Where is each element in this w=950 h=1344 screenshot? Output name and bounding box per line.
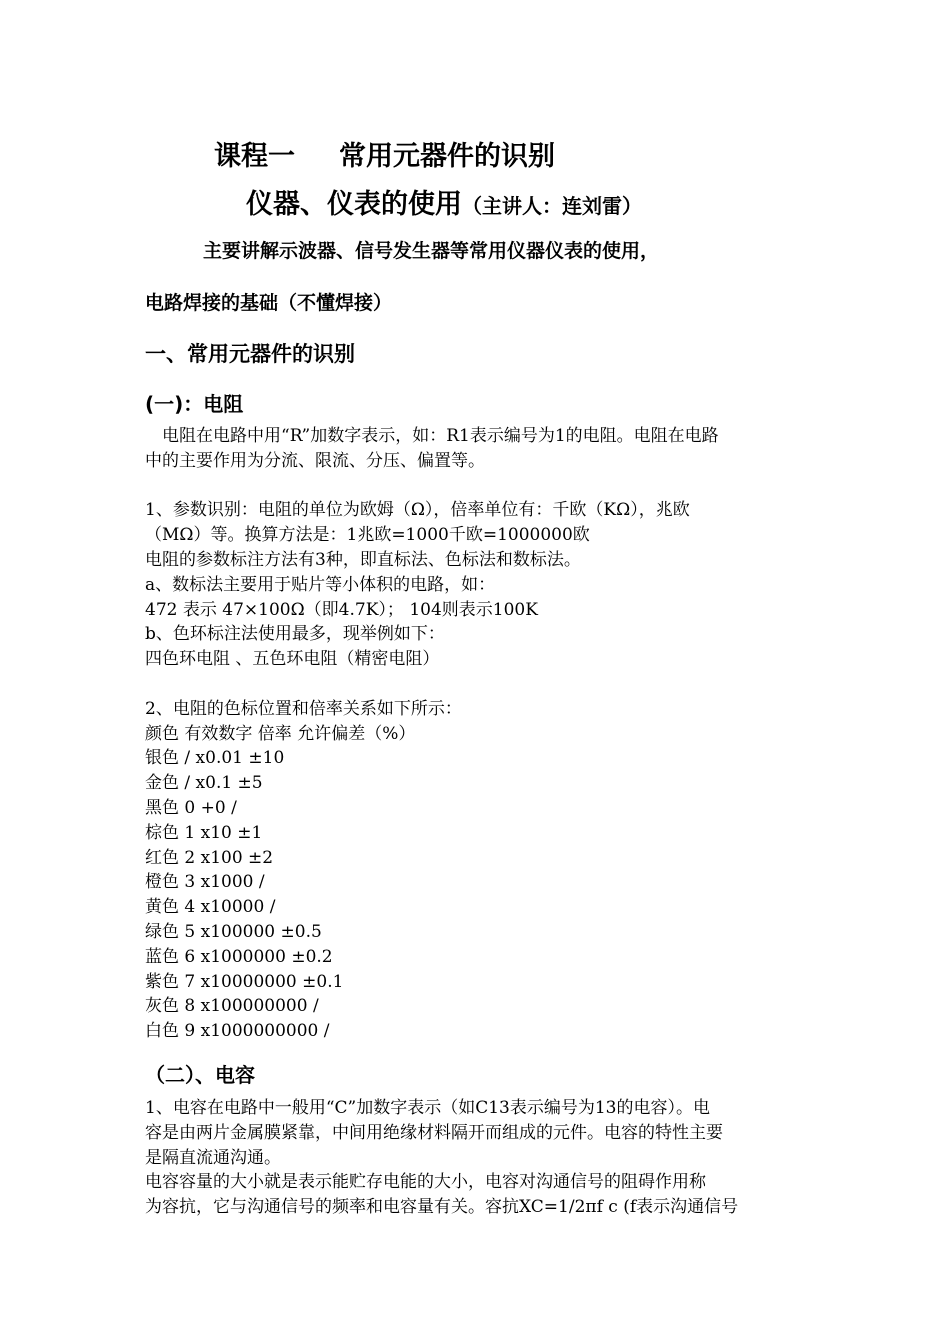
resistor-text-line: 1、参数识别：电阻的单位为欧姆（Ω），倍率单位有：千欧（KΩ），兆欧 <box>145 500 690 521</box>
resistor-text-line <box>145 474 810 499</box>
resistor-text-line: 棕色 1 x10 ±1 <box>145 822 263 843</box>
resistor-text-line: 2、电阻的色标位置和倍率关系如下所示： <box>145 698 462 719</box>
title-course-label: 课程一 <box>214 141 295 172</box>
capacitor-text-line: 容是由两片金属膜紧靠，中间用绝缘材料隔开而组成的元件。电容的特性主要 <box>145 1122 723 1143</box>
resistor-text-line: 黑色 0 +0 / <box>145 797 237 818</box>
resistor-text-line: 蓝色 6 x1000000 ±0.2 <box>145 946 333 967</box>
capacitor-text-line: 电容容量的大小就是表示能贮存电能的大小，电容对沟通信号的阻碍作用称 <box>145 1172 706 1193</box>
heading-section-1: 一、常用元器件的识别 <box>145 342 355 366</box>
title-line-2 <box>246 182 642 221</box>
capacitor-text-line: 为容抗，它与沟通信号的频率和电容量有关。容抗XC=1/2πf c (f表示沟通信号 <box>145 1197 739 1218</box>
title-line-1 <box>214 134 555 173</box>
resistor-text-line: 电阻的参数标注方法有3种，即直标法、色标法和数标法。 <box>145 549 581 570</box>
resistor-text-line: 红色 2 x100 ±2 <box>145 847 274 868</box>
title-lecturer: （主讲人：连刘雷） <box>462 194 642 218</box>
resistor-body <box>145 424 810 1044</box>
resistor-text-line: 白色 9 x1000000000 / <box>145 1021 330 1042</box>
title-course-name: 常用元器件的识别 <box>339 141 555 172</box>
intro-text: 主要讲解示波器、信号发生器等常用仪器仪表的使用， <box>203 240 660 262</box>
resistor-text-line: 中的主要作用为分流、限流、分压、偏置等。 <box>145 450 485 471</box>
resistor-text-line: 四色环电阻 、五色环电阻（精密电阻） <box>145 649 440 670</box>
resistor-text-line: 472 表示 47×100Ω（即4.7K）； 104则表示100K <box>145 599 538 620</box>
resistor-text-line: 绿色 5 x100000 ±0.5 <box>145 921 322 942</box>
resistor-text-line: a、数标法主要用于贴片等小体积的电路，如： <box>145 574 496 595</box>
resistor-text-line: b、色环标注法使用最多，现举例如下： <box>145 624 445 645</box>
title-subtitle: 仪器、仪表的使用 <box>246 189 462 220</box>
capacitor-text-line: 1、电容在电路中一般用“C”加数字表示（如C13表示编号为13的电容）。电 <box>145 1098 710 1118</box>
resistor-text-line: 灰色 8 x100000000 / <box>145 996 319 1017</box>
resistor-text-line <box>145 672 810 697</box>
capacitor-text-line: 是隔直流通沟通。 <box>145 1147 281 1168</box>
resistor-text-line: 黄色 4 x10000 / <box>145 897 276 918</box>
resistor-text-line: 金色 / x0.1 ±5 <box>145 773 263 794</box>
heading-capacitor: （二）、电容 <box>145 1063 255 1087</box>
heading-soldering-basics: 电路焊接的基础（不懂焊接） <box>145 292 393 314</box>
resistor-text-line: 颜色 有效数字 倍率 允许偏差（%） <box>145 723 416 744</box>
resistor-text-line: 银色 / x0.01 ±10 <box>145 748 285 769</box>
resistor-text-line: 橙色 3 x1000 / <box>145 872 265 893</box>
capacitor-body <box>145 1096 810 1220</box>
heading-resistor: (一)：电阻 <box>145 392 244 416</box>
resistor-text-line: 紫色 7 x10000000 ±0.1 <box>145 971 344 992</box>
resistor-text-line: （MΩ）等。换算方法是：1兆欧=1000千欧=1000000欧 <box>145 525 590 546</box>
resistor-text-line: 电阻在电路中用“R”加数字表示，如：R1表示编号为1的电阻。电阻在电路 <box>145 426 719 446</box>
